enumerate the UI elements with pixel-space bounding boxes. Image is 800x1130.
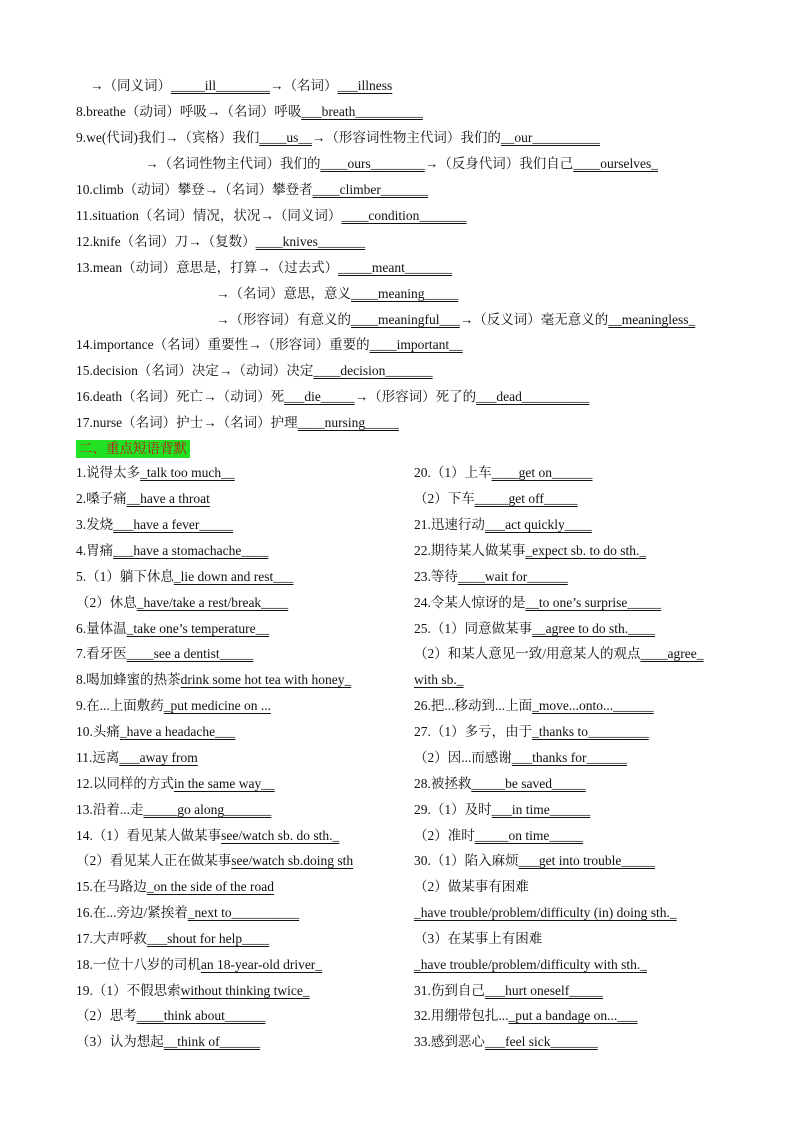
prompt-text: 2.嗓子痛 xyxy=(76,491,127,506)
prompt-text: （2）思考 xyxy=(76,1008,137,1023)
answer-blank: _move...onto...______ xyxy=(532,698,654,713)
answer-blank: ___act quickly____ xyxy=(484,517,592,532)
answer-blank: _put medicine on ... xyxy=(163,698,271,713)
prompt-text: 15.decision（名词）决定→（动词）决定 xyxy=(76,363,314,378)
left_col-item xyxy=(76,516,233,534)
right_col-item xyxy=(414,516,592,534)
answer-blank: ____get on______ xyxy=(491,465,593,480)
answer-blank: ___hurt oneself_____ xyxy=(484,983,603,998)
answer-blank: ____think about______ xyxy=(136,1008,266,1023)
answer-blank: __meaningless_ xyxy=(608,312,696,327)
answer-blank: _____meant_______ xyxy=(338,260,453,275)
prompt-text: 21.迅速行动 xyxy=(414,517,485,532)
right_col-item xyxy=(414,852,655,870)
prompt-text: 28.被拯救 xyxy=(414,776,472,791)
vocab-item xyxy=(76,336,463,354)
prompt-text: →（形容词）有意义的 xyxy=(216,312,351,327)
answer-blank: ____condition_______ xyxy=(341,208,467,223)
section-heading-key-phrases: 二、重点短语背默 xyxy=(76,440,190,458)
answer-blank: see/watch sb. do sth._ xyxy=(221,828,340,843)
prompt-text: 30.（1）陷入麻烦 xyxy=(414,853,519,868)
answer-blank: _next to__________ xyxy=(187,905,300,920)
right_col-item xyxy=(414,645,704,663)
answer-blank: drink some hot tea with honey_ xyxy=(180,672,352,687)
answer-blank: _lie down and rest___ xyxy=(173,569,294,584)
right_col-item xyxy=(414,904,677,922)
answer-blank: __to one’s surprise_____ xyxy=(525,595,662,610)
prompt-text: 13.mean（动词）意思是，打算→（过去式） xyxy=(76,260,339,275)
answer-blank: ___dead__________ xyxy=(476,389,590,404)
answer-blank: ____agree_ xyxy=(640,646,704,661)
prompt-text: （2）准时 xyxy=(414,828,475,843)
answer-blank: ____important__ xyxy=(369,337,463,352)
answer-blank: _____get off_____ xyxy=(474,491,578,506)
answer-blank: ___illness xyxy=(337,78,393,93)
right_col-item xyxy=(414,542,646,560)
prompt-text: 11.远离 xyxy=(76,750,120,765)
right_col-item xyxy=(414,723,649,741)
left_col-item xyxy=(76,671,351,689)
answer-blank: ____us__ xyxy=(259,130,312,145)
prompt-text: 31.伤到自己 xyxy=(414,983,485,998)
prompt-text: →（名词）意思，意义 xyxy=(216,286,351,301)
answer-blank: ____meaning_____ xyxy=(351,286,459,301)
right_col-item xyxy=(414,1033,598,1051)
prompt-text: （2）和某人意见一致/用意某人的观点 xyxy=(414,646,641,661)
answer-blank: ____knives_______ xyxy=(255,234,366,249)
prompt-text: 17.nurse（名词）护士→（名词）护理 xyxy=(76,415,298,430)
prompt-text: 1.说得太多 xyxy=(76,465,141,480)
answer-blank: _put a bandage on...___ xyxy=(508,1008,638,1023)
answer-blank: ___breath__________ xyxy=(301,104,423,119)
vocab-item xyxy=(216,285,458,303)
prompt-text: 18.一位十八岁的司机 xyxy=(76,957,201,972)
answer-blank: _have trouble/problem/difficulty with sth._ xyxy=(414,957,647,972)
left_col-item xyxy=(76,827,339,845)
prompt-text: 5.（1）躺下休息 xyxy=(76,569,174,584)
prompt-text: 4.胃痛 xyxy=(76,543,114,558)
prompt-text: 32.用绷带包扎... xyxy=(414,1008,509,1023)
prompt-text: 12.knife（名词）刀→（复数） xyxy=(76,234,256,249)
prompt-text: →（同义词） xyxy=(90,78,171,93)
answer-blank: ____ourselves_ xyxy=(573,156,658,171)
answer-blank: _take one’s temperature__ xyxy=(126,621,270,636)
prompt-text: 14.（1）看见某人做某事 xyxy=(76,828,222,843)
answer-blank: ____wait for______ xyxy=(457,569,568,584)
prompt-text: →（形容词）死了的 xyxy=(354,389,477,404)
left_col-item xyxy=(76,775,275,793)
answer-blank: ___shout for help____ xyxy=(146,931,270,946)
right_col-item xyxy=(414,878,529,896)
left_col-item xyxy=(76,801,271,819)
answer-blank: an 18-year-old driver_ xyxy=(200,957,323,972)
answer-blank: ___have a stomachache____ xyxy=(113,543,269,558)
right_col-item xyxy=(414,594,661,612)
prompt-text: 24.令某人惊讶的是 xyxy=(414,595,526,610)
prompt-text: 20.（1）上车 xyxy=(414,465,492,480)
left_col-item xyxy=(76,1007,265,1025)
prompt-text: （2）看见某人正在做某事 xyxy=(76,853,232,868)
right_col-item xyxy=(414,620,655,638)
answer-blank: _____on time_____ xyxy=(474,828,584,843)
prompt-text: 3.发烧 xyxy=(76,517,114,532)
prompt-text: （2）休息 xyxy=(76,595,137,610)
vocab-item xyxy=(216,311,695,329)
answer-blank: ___have a fever_____ xyxy=(113,517,234,532)
answer-blank: ____climber_______ xyxy=(312,182,429,197)
answer-blank: _have a headache___ xyxy=(119,724,236,739)
prompt-text: 11.situation（名词）情况，状况→（同义词） xyxy=(76,208,342,223)
right_col-item xyxy=(414,671,464,689)
answer-blank: _have trouble/problem/difficulty (in) doing sth._ xyxy=(414,905,677,920)
vocab-item xyxy=(76,414,399,432)
right_col-item xyxy=(414,464,593,482)
vocab-item xyxy=(76,362,433,380)
prompt-text: 16.在...旁边/紧挨着 xyxy=(76,905,188,920)
prompt-text: 22.期待某人做某事 xyxy=(414,543,526,558)
prompt-text: 15.在马路边 xyxy=(76,879,147,894)
answer-blank: ___die_____ xyxy=(284,389,355,404)
right_col-item xyxy=(414,1007,637,1025)
answer-blank: ____nursing_____ xyxy=(297,415,399,430)
left_col-item xyxy=(76,723,235,741)
left_col-item xyxy=(76,620,269,638)
vocab-item xyxy=(76,129,600,147)
prompt-text: 8.喝加蜂蜜的热茶 xyxy=(76,672,181,687)
left_col-item xyxy=(76,464,235,482)
prompt-text: （3）认为想起 xyxy=(76,1034,164,1049)
vocab-item xyxy=(76,388,589,406)
prompt-text: 7.看牙医 xyxy=(76,646,127,661)
left_col-item xyxy=(76,645,253,663)
prompt-text: →（名词性物主代词）我们的 xyxy=(145,156,321,171)
answer-blank: _____ill________ xyxy=(171,78,271,93)
prompt-text: 29.（1）及时 xyxy=(414,802,492,817)
prompt-text: 8.breathe（动词）呼吸→（名词）呼吸 xyxy=(76,104,302,119)
prompt-text: →（形容词性物主代词）我们的 xyxy=(311,130,501,145)
answer-blank: _talk too much__ xyxy=(140,465,235,480)
answer-blank: ____see a dentist_____ xyxy=(126,646,254,661)
prompt-text: →（反身代词）我们自己 xyxy=(424,156,574,171)
right_col-item xyxy=(414,697,654,715)
prompt-text: 16.death（名词）死亡→（动词）死 xyxy=(76,389,285,404)
left_col-item xyxy=(76,982,310,1000)
answer-blank: __have a throat xyxy=(126,491,210,506)
right_col-item xyxy=(414,749,627,767)
right_col-item xyxy=(414,956,647,974)
prompt-text: 26.把...移动到...上面 xyxy=(414,698,533,713)
right_col-item xyxy=(414,568,568,586)
left_col-item xyxy=(76,568,293,586)
answer-blank: ____decision_______ xyxy=(313,363,433,378)
left_col-item xyxy=(76,697,271,715)
prompt-text: 19.（1）不假思索 xyxy=(76,983,181,998)
answer-blank: ____ours________ xyxy=(320,156,425,171)
vocab-item xyxy=(76,103,423,121)
answer-blank: _thanks to_________ xyxy=(532,724,649,739)
prompt-text: 10.climb（动词）攀登→（名词）攀登者 xyxy=(76,182,313,197)
answer-blank: _expect sb. to do sth._ xyxy=(525,543,647,558)
prompt-text: 27.（1）多亏，由于 xyxy=(414,724,533,739)
vocab-item xyxy=(76,207,467,225)
prompt-text: 9.we(代词)我们→（宾格）我们 xyxy=(76,130,260,145)
right_col-item xyxy=(414,490,578,508)
prompt-text: →（名词） xyxy=(270,78,338,93)
prompt-text: →（反义词）毫无意义的 xyxy=(459,312,609,327)
right_col-item xyxy=(414,930,542,948)
answer-blank: in the same way__ xyxy=(173,776,275,791)
answer-blank: ___get into trouble_____ xyxy=(518,853,656,868)
answer-blank: ___feel sick_______ xyxy=(484,1034,598,1049)
prompt-text: （2）因...而感谢 xyxy=(414,750,512,765)
answer-blank: __our__________ xyxy=(500,130,600,145)
vocab-item xyxy=(145,155,658,173)
prompt-text: 10.头痛 xyxy=(76,724,120,739)
answer-blank: _on the side of the road xyxy=(146,879,274,894)
prompt-text: 13.沿着...走 xyxy=(76,802,144,817)
right_col-item xyxy=(414,827,583,845)
left_col-item xyxy=(76,852,353,870)
prompt-text: 14.importance（名词）重要性→（形容词）重要的 xyxy=(76,337,370,352)
left_col-item xyxy=(76,542,268,560)
prompt-text: 17.大声呼救 xyxy=(76,931,147,946)
prompt-text: 12.以同样的方式 xyxy=(76,776,174,791)
answer-blank: ___away from xyxy=(119,750,198,765)
left_col-item xyxy=(76,490,210,508)
right_col-item xyxy=(414,801,590,819)
left_col-item xyxy=(76,930,269,948)
left_col-item xyxy=(76,594,288,612)
answer-blank: _____be saved_____ xyxy=(471,776,586,791)
left_col-item xyxy=(76,956,322,974)
answer-blank: _____go along_______ xyxy=(143,802,272,817)
prompt-text: 6.量体温 xyxy=(76,621,127,636)
prompt-text: 9.在...上面敷药 xyxy=(76,698,164,713)
vocab-item xyxy=(76,181,428,199)
answer-blank: __think of______ xyxy=(163,1034,261,1049)
prompt-text: （2）下车 xyxy=(414,491,475,506)
answer-blank: ___in time______ xyxy=(491,802,591,817)
prompt-text: 25.（1）同意做某事 xyxy=(414,621,533,636)
answer-blank: see/watch sb.doing sth xyxy=(231,853,354,868)
answer-blank: __agree to do sth.____ xyxy=(532,621,656,636)
left_col-item xyxy=(76,749,198,767)
vocab-item xyxy=(76,233,365,251)
answer-blank: ___thanks for______ xyxy=(511,750,627,765)
left_col-item xyxy=(76,904,299,922)
answer-blank: with sb._ xyxy=(414,672,464,687)
vocab-item xyxy=(90,77,392,95)
answer-blank: _have/take a rest/break____ xyxy=(136,595,289,610)
right_col-item xyxy=(414,775,586,793)
left_col-item xyxy=(76,878,274,896)
right_col-item xyxy=(414,982,603,1000)
vocab-item xyxy=(76,259,452,277)
prompt-text: 23.等待 xyxy=(414,569,458,584)
answer-blank: without thinking twice_ xyxy=(180,983,310,998)
prompt-text: （3）在某事上有困难 xyxy=(414,931,543,946)
left_col-item xyxy=(76,1033,260,1051)
prompt-text: 33.感到恶心 xyxy=(414,1034,485,1049)
prompt-text: （2）做某事有困难 xyxy=(414,879,529,894)
answer-blank: ____meaningful___ xyxy=(351,312,460,327)
